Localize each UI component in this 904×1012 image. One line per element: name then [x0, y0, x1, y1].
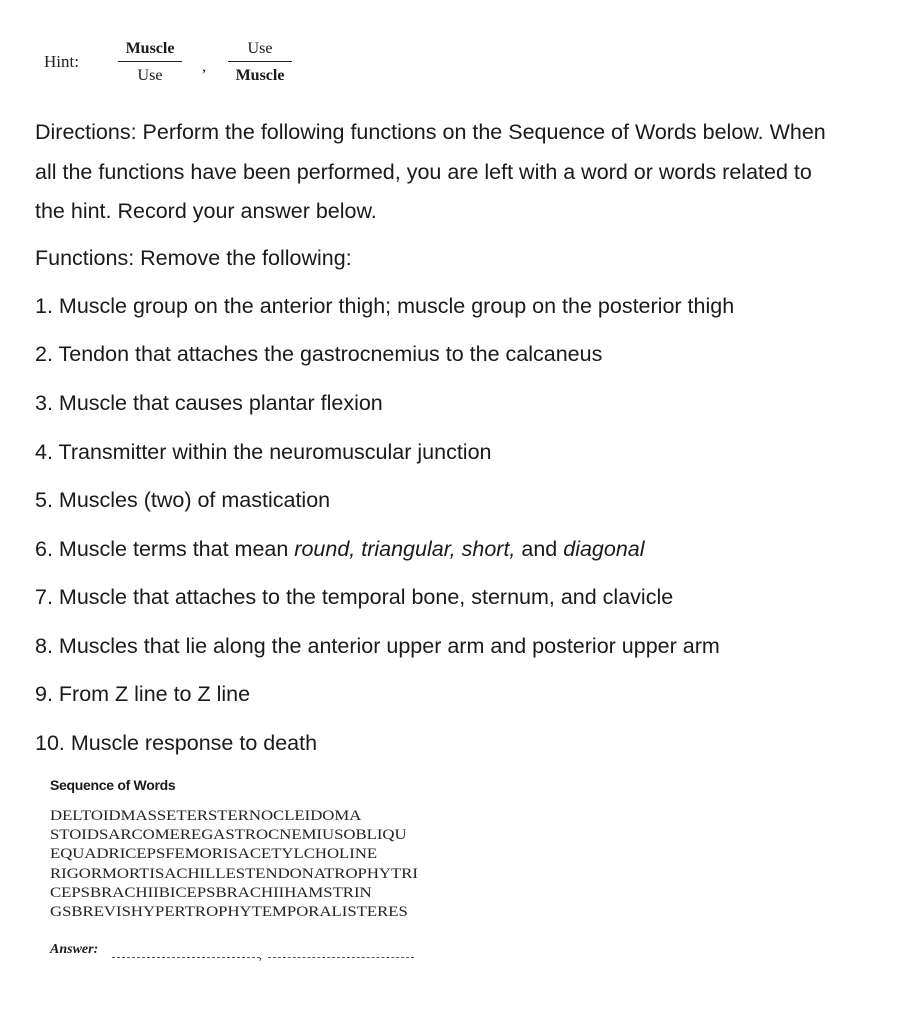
hint-separator: , — [202, 58, 206, 75]
function-item-6-prefix: 6. Muscle terms that mean — [35, 537, 295, 561]
function-item-6-italic-terms: round, triangular, short, — [294, 537, 516, 561]
function-item-3: 3. Muscle that causes plantar flexion — [35, 391, 383, 415]
fraction1-numerator: Muscle — [125, 40, 175, 57]
fraction2-denominator: Muscle — [235, 67, 285, 84]
fraction2-bar — [228, 61, 292, 62]
sequence-line: DELTOIDMASSETERSTERNOCLEIDOMA — [50, 808, 362, 824]
answer-blank-1[interactable] — [112, 957, 260, 958]
function-item-9: 9. From Z line to Z line — [35, 682, 251, 706]
function-item-6-middle: and — [515, 537, 564, 561]
function-item-5: 5. Muscles (two) of mastication — [35, 488, 331, 512]
sequence-line: RIGORMORTISACHILLESTENDONATROPHYTRI — [50, 865, 418, 882]
function-item-7: 7. Muscle that attaches to the temporal bone, sternum, and clavicle — [35, 585, 674, 609]
sequence-line: CEPSBRACHIIBICEPSBRACHIIHAMSTRIN — [50, 884, 372, 901]
function-item-2: 2. Tendon that attaches the gastrocnemius to the calcaneus — [35, 342, 603, 366]
sequence-title: Sequence of Words — [50, 777, 176, 793]
function-item-1: 1. Muscle group on the anterior thigh; muscle group on the posterior thigh — [35, 294, 735, 318]
function-item-8: 8. Muscles that lie along the anterior upper arm and posterior upper arm — [35, 634, 720, 658]
function-item-6 — [35, 537, 645, 562]
function-item-6-italic-last: diagonal — [563, 537, 645, 561]
fraction2-numerator: Use — [247, 40, 273, 57]
fraction1-bar — [118, 61, 182, 62]
fraction1-denominator: Use — [137, 67, 163, 84]
sequence-line: GSBREVISHYPERTROPHYTEMPORALISTERES — [50, 904, 408, 921]
hint-fraction-muscle-over-use — [118, 38, 182, 87]
function-item-10: 10. Muscle response to death — [35, 731, 318, 755]
answer-blank-2[interactable] — [268, 957, 414, 958]
answer-label: Answer: — [50, 942, 99, 957]
hint-fraction-use-over-muscle — [228, 38, 292, 87]
sequence-line: EQUADRICEPSFEMORISACETYLCHOLINE — [50, 846, 378, 863]
sequence-line: STOIDSARCOMEREGASTROCNEMIUSOBLIQU — [50, 827, 407, 844]
sequence-of-words — [50, 807, 418, 922]
hint-label: Hint: — [44, 52, 79, 71]
answer-separator: , — [259, 948, 262, 962]
functions-heading: Functions: Remove the following: — [35, 246, 352, 270]
directions-text: Directions: Perform the following functions on the Sequence of Words below. When all the functions have been performed, you are left with a word or words related to the hint. Record your answer below. — [35, 120, 826, 223]
function-item-4: 4. Transmitter within the neuromuscular junction — [35, 440, 492, 464]
